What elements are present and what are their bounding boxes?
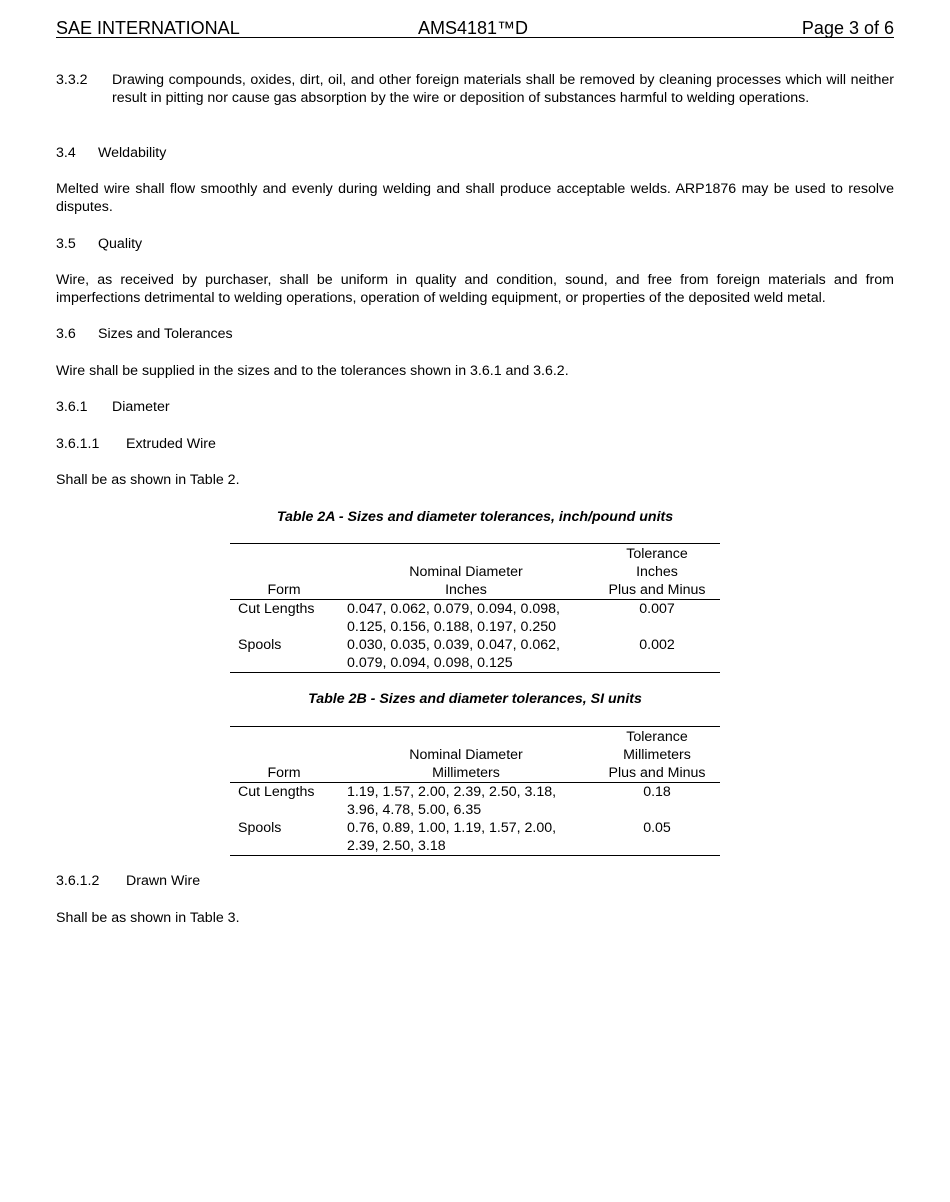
section-number: 3.4 — [56, 145, 76, 161]
header-label: Form — [267, 582, 301, 598]
cell-form: Spools — [238, 820, 282, 836]
sizes-line: 0.079, 0.094, 0.098, 0.125 — [347, 655, 513, 671]
sizes-line: 2.39, 2.50, 3.18 — [347, 838, 446, 854]
cell-tolerance: 0.18 — [643, 784, 671, 800]
section-text: Drawing compounds, oxides, dirt, oil, and other foreign materials shall be removed by cleaning processes which will neither result in pitting nor cause gas absorption by the wire or deposition of substances harmful to welding operations. — [112, 72, 894, 106]
header-label: Plus and Minus — [608, 765, 706, 781]
section-3-4-body: Melted wire shall flow smoothly and evenly during welding and shall produce acceptable welds. ARP1876 may be used to resolve disputes. — [56, 181, 894, 215]
cell-form: Spools — [238, 637, 282, 653]
section-title: Sizes and Tolerances — [98, 326, 233, 342]
header-doc-id: AMS4181™D — [418, 18, 529, 38]
header-label: Nominal Diameter — [409, 564, 523, 580]
section-3-6-1-2-heading — [56, 872, 200, 890]
cell-form: Cut Lengths — [238, 784, 315, 800]
table-row — [230, 819, 720, 856]
section-title: Extruded Wire — [126, 436, 216, 452]
section-3-6-1-1-body: Shall be as shown in Table 2. — [56, 472, 240, 488]
column-header-form — [230, 727, 338, 783]
cell-sizes — [338, 600, 594, 637]
section-title: Quality — [98, 236, 143, 252]
sizes-line: 1.19, 1.57, 2.00, 2.39, 2.50, 3.18, — [347, 784, 557, 800]
table-header-row — [230, 727, 720, 783]
cell-sizes — [338, 783, 594, 820]
section-number: 3.6.1.1 — [56, 436, 100, 452]
header-label: Millimeters — [623, 747, 691, 763]
column-header-tolerance — [594, 727, 720, 783]
cell-sizes — [338, 636, 594, 673]
sizes-line: 0.047, 0.062, 0.079, 0.094, 0.098, — [347, 601, 560, 617]
section-number: 3.6.1.2 — [56, 873, 100, 889]
column-header-nominal — [338, 727, 594, 783]
section-number: 3.5 — [56, 236, 76, 252]
cell-tolerance: 0.002 — [639, 637, 675, 653]
cell-tolerance: 0.05 — [643, 820, 671, 836]
section-3-3-2 — [56, 71, 894, 125]
section-3-6-body: Wire shall be supplied in the sizes and to the tolerances shown in 3.6.1 and 3.6.2. — [56, 363, 569, 379]
section-3-6-1-2-body: Shall be as shown in Table 3. — [56, 910, 240, 926]
table-row — [230, 783, 720, 820]
header-label: Tolerance — [626, 729, 688, 745]
section-3-5-heading — [56, 235, 142, 253]
section-3-6-1-heading — [56, 398, 170, 416]
section-title: Diameter — [112, 399, 170, 415]
page-header — [56, 17, 894, 38]
section-title: Drawn Wire — [126, 873, 201, 889]
header-label: Inches — [636, 564, 678, 580]
table-header-row — [230, 544, 720, 600]
column-header-tolerance — [594, 544, 720, 600]
table-row — [230, 600, 720, 637]
sizes-line: 0.76, 0.89, 1.00, 1.19, 1.57, 2.00, — [347, 820, 557, 836]
cell-tolerance: 0.007 — [639, 601, 675, 617]
header-label: Nominal Diameter — [409, 747, 523, 763]
section-number: 3.6 — [56, 326, 76, 342]
sizes-line: 0.125, 0.156, 0.188, 0.197, 0.250 — [347, 619, 557, 635]
header-label: Form — [267, 765, 301, 781]
table-2a — [230, 543, 720, 673]
section-3-5-body: Wire, as received by purchaser, shall be uniform in quality and condition, sound, and free from foreign materials and from imperfections detrimental to welding operations, operation of welding equipment, or properties of the deposited weld metal. — [56, 272, 894, 306]
column-header-form — [230, 544, 338, 600]
section-3-6-heading — [56, 325, 233, 343]
section-3-4-heading — [56, 144, 166, 162]
table-2b — [230, 726, 720, 856]
header-label: Millimeters — [432, 765, 500, 781]
cell-form: Cut Lengths — [238, 601, 315, 617]
table-2a-caption: Table 2A - Sizes and diameter tolerances, inch/pound units — [276, 509, 674, 525]
sizes-line: 0.030, 0.035, 0.039, 0.047, 0.062, — [347, 637, 560, 653]
header-label: Inches — [445, 582, 487, 598]
section-number: 3.3.2 — [56, 72, 88, 88]
section-title: Weldability — [98, 145, 167, 161]
table-row — [230, 636, 720, 673]
header-page-number: Page 3 of 6 — [801, 18, 894, 38]
section-number: 3.6.1 — [56, 399, 88, 415]
header-label: Plus and Minus — [608, 582, 706, 598]
header-label: Tolerance — [626, 546, 688, 562]
section-3-6-1-1-heading — [56, 435, 216, 453]
header-org: SAE INTERNATIONAL — [56, 18, 240, 38]
table-2b-caption: Table 2B - Sizes and diameter tolerances, SI units — [308, 691, 642, 707]
cell-sizes — [338, 819, 594, 856]
column-header-nominal — [338, 544, 594, 600]
sizes-line: 3.96, 4.78, 5.00, 6.35 — [347, 802, 482, 818]
